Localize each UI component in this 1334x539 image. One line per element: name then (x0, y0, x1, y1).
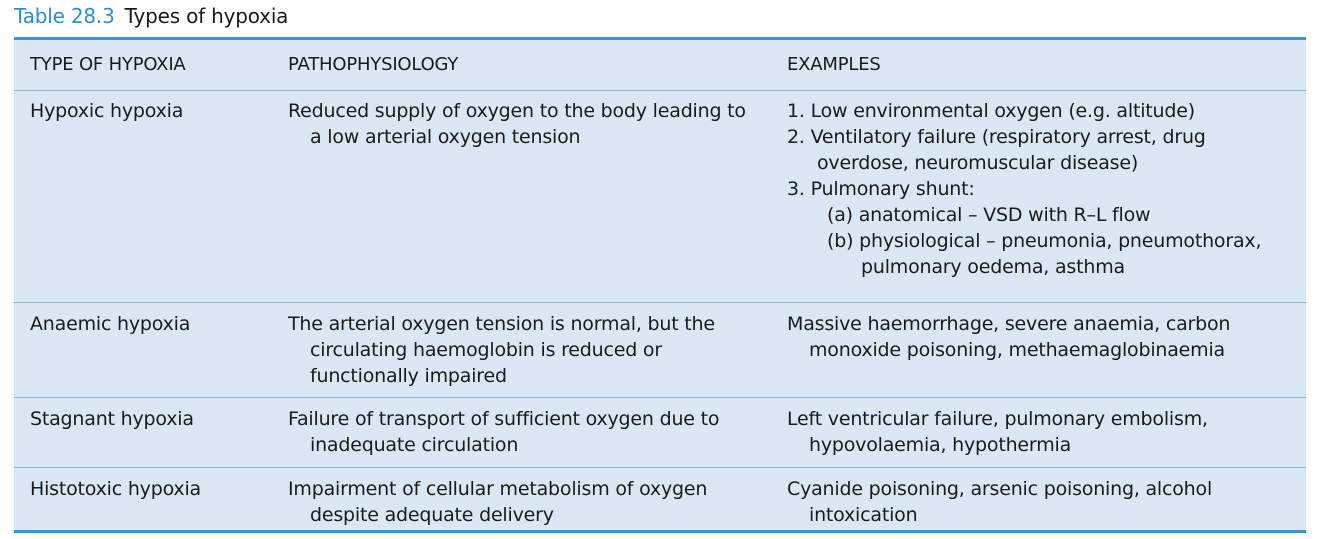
hypoxia-table (14, 37, 1306, 533)
pathophysiology-cell: Reduced supply of oxygen to the body leading to a low arterial oxygen tension (288, 100, 746, 148)
pathophysiology-cell: Failure of transport of sufficient oxygen due to inadequate circulation (288, 408, 720, 456)
examples-cell: Cyanide poisoning, arsenic poisoning, alcohol intoxication (787, 478, 1213, 526)
column-header-type: TYPE OF HYPOXIA (30, 54, 186, 75)
pathophysiology-cell: The arterial oxygen tension is normal, but the circulating haemoglobin is reduced or functionally impaired (288, 313, 715, 387)
type-cell: Stagnant hypoxia (30, 408, 194, 430)
table-number: Table 28.3 (14, 4, 115, 28)
example-item: 3. Pulmonary shunt: (787, 178, 975, 200)
column-header-examples: EXAMPLES (787, 54, 881, 75)
examples-cell: Left ventricular failure, pulmonary embolism, hypovolaemia, hypothermia (787, 408, 1208, 456)
example-item: 2. Ventilatory failure (respiratory arrest, drug overdose, neuromuscular disease) (787, 126, 1206, 174)
type-cell: Histotoxic hypoxia (30, 478, 201, 500)
table-row (14, 467, 1306, 534)
examples-cell: Massive haemorrhage, severe anaemia, carbon monoxide poisoning, methaemaglobinaemia (787, 313, 1231, 361)
table-caption (14, 4, 288, 28)
table-title: Types of hypoxia (124, 4, 289, 28)
table-row (14, 90, 1306, 303)
table-row (14, 397, 1306, 468)
table-row (14, 302, 1306, 398)
table-header-row (14, 52, 1306, 90)
examples-cell (787, 98, 1302, 280)
example-subitem: (a) anatomical – VSD with R–L flow (827, 204, 1151, 226)
example-item: 1. Low environmental oxygen (e.g. altitude) (787, 100, 1195, 122)
type-cell: Hypoxic hypoxia (30, 100, 184, 122)
example-subitem: (b) physiological – pneumonia, pneumothorax, pulmonary oedema, asthma (827, 230, 1262, 278)
pathophysiology-cell: Impairment of cellular metabolism of oxygen despite adequate delivery (288, 478, 708, 526)
column-header-pathophysiology: PATHOPHYSIOLOGY (288, 54, 459, 75)
type-cell: Anaemic hypoxia (30, 313, 191, 335)
